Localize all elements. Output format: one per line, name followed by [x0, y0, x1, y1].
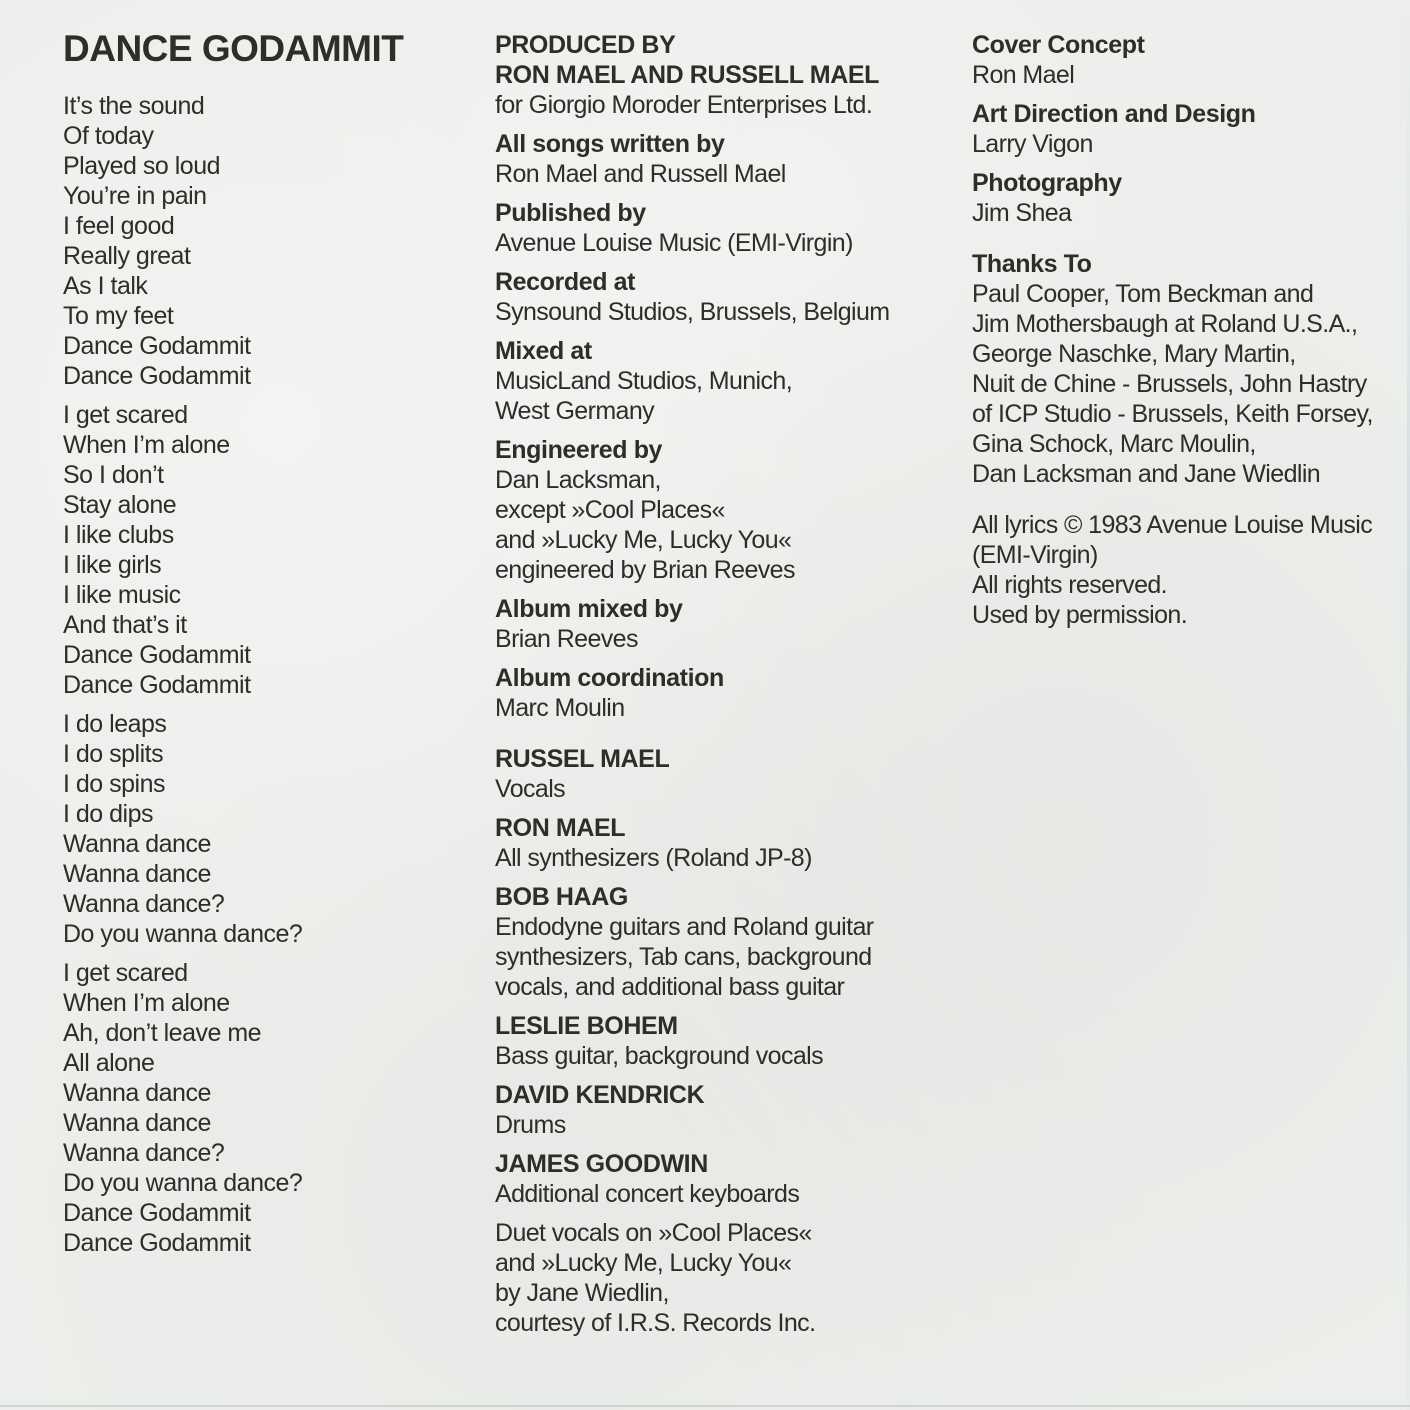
lyric-line: And that’s it: [63, 611, 187, 639]
lyric-line: I feel good: [63, 212, 175, 240]
credit-text: All lyrics © 1983 Avenue Louise Music: [972, 511, 1373, 539]
lyric-line: Of today: [63, 122, 154, 150]
credit-text: Ron Mael: [972, 61, 1075, 89]
credit-block: [495, 30, 950, 120]
credit-text: Additional concert keyboards: [495, 1180, 800, 1208]
credit-text: Brian Reeves: [495, 625, 638, 653]
lyric-line: When I’m alone: [63, 431, 230, 459]
credit-text: Vocals: [495, 775, 566, 803]
credit-block: [495, 1080, 950, 1140]
lyric-line: I do splits: [63, 740, 164, 768]
credit-heading: Thanks To: [972, 250, 1092, 278]
lyric-line: As I talk: [63, 272, 148, 300]
lyric-line: To my feet: [63, 302, 174, 330]
lyric-line: Wanna dance: [63, 1109, 211, 1137]
credit-text: and »Lucky Me, Lucky You«: [495, 1249, 792, 1277]
lyric-line: Stay alone: [63, 491, 177, 519]
credit-heading: DAVID KENDRICK: [495, 1081, 705, 1109]
credit-text: Jim Mothersbaugh at Roland U.S.A.,: [972, 310, 1358, 338]
lyric-line: Do you wanna dance?: [63, 920, 303, 948]
credit-block: [495, 435, 950, 585]
credit-heading: JAMES GOODWIN: [495, 1150, 708, 1178]
credit-heading: RON MAEL AND RUSSELL MAEL: [495, 61, 879, 89]
production-credits-column: [495, 30, 950, 1347]
credit-heading: Recorded at: [495, 268, 636, 296]
credit-heading: Photography: [972, 169, 1122, 197]
credit-text: Nuit de Chine - Brussels, John Hastry: [972, 370, 1367, 398]
design-credits-column: [972, 30, 1402, 639]
credit-text: Dan Lacksman,: [495, 466, 661, 494]
credit-text: engineered by Brian Reeves: [495, 556, 795, 584]
credit-text: Synsound Studios, Brussels, Belgium: [495, 298, 890, 326]
lyric-line: All alone: [63, 1049, 155, 1077]
credit-text: Paul Cooper, Tom Beckman and: [972, 280, 1314, 308]
credit-block: [495, 663, 950, 723]
lyric-line: I like girls: [63, 551, 162, 579]
lyric-line: Played so loud: [63, 152, 221, 180]
credit-heading: LESLIE BOHEM: [495, 1012, 678, 1040]
credit-heading: Album coordination: [495, 664, 724, 692]
credit-text: courtesy of I.R.S. Records Inc.: [495, 1309, 816, 1337]
credit-block: [972, 30, 1402, 90]
lyric-line: Wanna dance?: [63, 890, 225, 918]
credit-heading: Published by: [495, 199, 646, 227]
credit-text: West Germany: [495, 397, 655, 425]
lyrics-stanza: [63, 91, 473, 391]
credit-block: [495, 198, 950, 258]
credit-text: All rights reserved.: [972, 571, 1168, 599]
lyric-line: When I’m alone: [63, 989, 230, 1017]
credit-block: [495, 813, 950, 873]
credit-text: except »Cool Places«: [495, 496, 725, 524]
credit-block: [972, 249, 1402, 489]
lyric-line: Do you wanna dance?: [63, 1169, 303, 1197]
credit-text: Duet vocals on »Cool Places«: [495, 1219, 812, 1247]
credit-block: [495, 744, 950, 804]
credit-text: synthesizers, Tab cans, background: [495, 943, 872, 971]
credit-text: All synthesizers (Roland JP-8): [495, 844, 812, 872]
credit-text: for Giorgio Moroder Enterprises Ltd.: [495, 91, 873, 119]
credit-text: by Jane Wiedlin,: [495, 1279, 669, 1307]
credit-block: [495, 594, 950, 654]
lyric-line: Wanna dance: [63, 860, 211, 888]
credit-heading: Album mixed by: [495, 595, 683, 623]
credit-heading: Mixed at: [495, 337, 592, 365]
credit-text: vocals, and additional bass guitar: [495, 973, 845, 1001]
credit-block: [495, 336, 950, 426]
lyrics-stanza: [63, 958, 473, 1258]
lyrics-stanza: [63, 709, 473, 949]
credit-block: [972, 168, 1402, 228]
lyric-line: It’s the sound: [63, 92, 205, 120]
credit-text: Bass guitar, background vocals: [495, 1042, 824, 1070]
lyric-line: Dance Godammit: [63, 362, 251, 390]
lyric-line: I like clubs: [63, 521, 174, 549]
credit-block: [972, 99, 1402, 159]
credit-text: Ron Mael and Russell Mael: [495, 160, 786, 188]
lyrics-column: [63, 30, 473, 1267]
lyric-line: I like music: [63, 581, 181, 609]
credit-block: [495, 1011, 950, 1071]
lyric-line: Dance Godammit: [63, 1199, 251, 1227]
credit-heading: RON MAEL: [495, 814, 626, 842]
lyric-line: Dance Godammit: [63, 1229, 251, 1257]
credit-text: Drums: [495, 1111, 566, 1139]
credit-block: [495, 129, 950, 189]
lyric-line: Dance Godammit: [63, 641, 251, 669]
lyrics-stanza: [63, 400, 473, 700]
lyric-line: Ah, don’t leave me: [63, 1019, 262, 1047]
lyric-line: I do dips: [63, 800, 154, 828]
credit-text: Endodyne guitars and Roland guitar: [495, 913, 874, 941]
credit-heading: PRODUCED BY: [495, 31, 676, 59]
credit-text: Jim Shea: [972, 199, 1072, 227]
credit-text: Gina Schock, Marc Moulin,: [972, 430, 1256, 458]
credit-text: George Naschke, Mary Martin,: [972, 340, 1296, 368]
credit-text: Marc Moulin: [495, 694, 625, 722]
lyric-line: Dance Godammit: [63, 332, 251, 360]
lyric-line: I do leaps: [63, 710, 167, 738]
credit-text: of ICP Studio - Brussels, Keith Forsey,: [972, 400, 1373, 428]
song-title: DANCE GODAMMIT: [63, 28, 404, 69]
credit-text: Used by permission.: [972, 601, 1188, 629]
credit-block: [495, 1149, 950, 1209]
lyric-line: You’re in pain: [63, 182, 207, 210]
lyric-line: Wanna dance: [63, 830, 211, 858]
lyric-line: I do spins: [63, 770, 166, 798]
credit-text: (EMI-Virgin): [972, 541, 1098, 569]
credit-text: and »Lucky Me, Lucky You«: [495, 526, 792, 554]
credit-block: [972, 510, 1402, 630]
credit-heading: All songs written by: [495, 130, 725, 158]
lyric-line: Really great: [63, 242, 191, 270]
lyrics-stanzas: [63, 91, 473, 1258]
credit-block: [495, 1218, 950, 1338]
credit-block: [495, 267, 950, 327]
credit-heading: RUSSEL MAEL: [495, 745, 670, 773]
lyric-line: Dance Godammit: [63, 671, 251, 699]
lyric-line: I get scared: [63, 959, 188, 987]
credit-text: MusicLand Studios, Munich,: [495, 367, 793, 395]
credit-text: Avenue Louise Music (EMI-Virgin): [495, 229, 853, 257]
lyric-line: Wanna dance: [63, 1079, 211, 1107]
credit-heading: BOB HAAG: [495, 883, 628, 911]
scan-bottom-edge-line: [0, 1405, 1410, 1407]
lyric-line: So I don’t: [63, 461, 164, 489]
credit-heading: Art Direction and Design: [972, 100, 1256, 128]
credit-heading: Cover Concept: [972, 31, 1145, 59]
lyric-line: Wanna dance?: [63, 1139, 225, 1167]
credit-text: Larry Vigon: [972, 130, 1093, 158]
credit-text: Dan Lacksman and Jane Wiedlin: [972, 460, 1321, 488]
credit-block: [495, 882, 950, 1002]
credit-heading: Engineered by: [495, 436, 663, 464]
lyric-line: I get scared: [63, 401, 188, 429]
